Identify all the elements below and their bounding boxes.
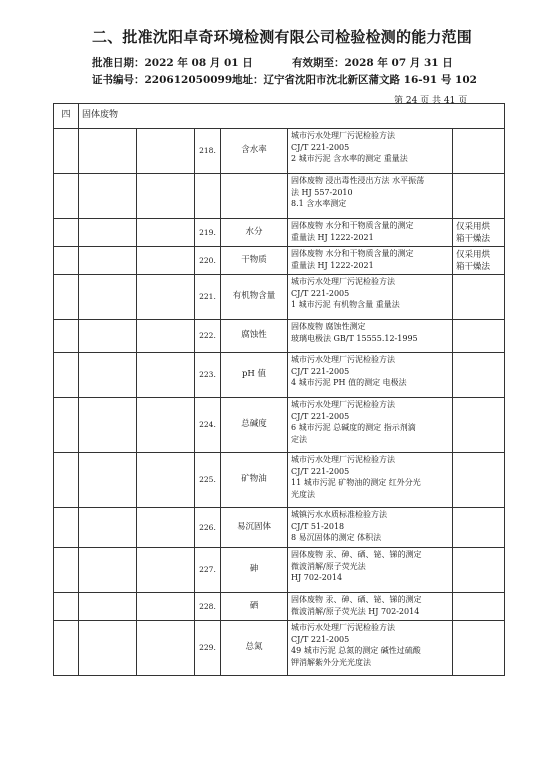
method-line: 城镇污水水质标准检验方法	[291, 510, 387, 519]
method-line: 重量法 HJ 1222-2021	[291, 232, 374, 242]
item-name: 矿物油	[221, 453, 288, 508]
item-name: 水分	[221, 219, 288, 247]
item-name: 砷	[221, 548, 288, 593]
note-cell	[453, 621, 505, 676]
empty-cell	[79, 593, 137, 621]
method-line: 钾消解紫外分光光度法	[291, 657, 371, 667]
table-row	[54, 129, 505, 174]
method-line: 固体废物 浸出毒性浸出方法 水平振荡	[291, 176, 425, 185]
method-line: CJ/T 221-2005	[291, 288, 350, 298]
table-row	[54, 593, 505, 621]
item-name: 含水率	[221, 129, 288, 174]
empty-cell	[137, 320, 195, 353]
method-cell	[288, 548, 453, 593]
method-cell	[288, 621, 453, 676]
item-number: 228.	[195, 593, 221, 621]
empty-cell	[79, 174, 137, 219]
category-name: 固体废物	[79, 104, 505, 129]
method-line: 8 易沉固体的测定 体积法	[291, 533, 382, 542]
certificate-number: 证书编号：220612050099	[92, 74, 233, 86]
item-number: 226.	[195, 508, 221, 548]
method-line: CJ/T 51-2018	[291, 521, 345, 531]
empty-cell	[79, 548, 137, 593]
table-row	[54, 320, 505, 353]
empty-cell	[137, 548, 195, 593]
item-number: 218.	[195, 129, 221, 174]
empty-cell	[54, 508, 79, 548]
method-line: 微波消解/原子荧光法	[291, 561, 366, 571]
empty-cell	[54, 320, 79, 353]
approval-date: 批准日期：2022 年 08 月 01 日	[92, 57, 253, 69]
table-row	[54, 353, 505, 398]
empty-cell	[137, 129, 195, 174]
method-line: CJ/T 221-2005	[291, 466, 350, 476]
item-name: 有机物含量	[221, 275, 288, 320]
method-cell	[288, 320, 453, 353]
table-row	[54, 247, 505, 275]
item-name: 总碱度	[221, 398, 288, 453]
empty-cell	[54, 129, 79, 174]
method-line: 城市污水处理厂污泥检验方法	[291, 355, 395, 364]
method-cell	[288, 247, 453, 275]
empty-cell	[79, 621, 137, 676]
empty-cell	[137, 398, 195, 453]
item-name: 易沉固体	[221, 508, 288, 548]
method-line: 玻璃电极法 GB/T 15555.12-1995	[291, 333, 418, 343]
note-cell	[453, 219, 505, 247]
method-cell	[288, 129, 453, 174]
method-cell	[288, 593, 453, 621]
empty-cell	[137, 593, 195, 621]
note-line: 箱干燥法	[456, 233, 491, 244]
method-line: 49 城市污泥 总氮的测定 碱性过硫酸	[291, 646, 421, 655]
item-number: 225.	[195, 453, 221, 508]
table-row	[54, 621, 505, 676]
valid-until: 有效期至：2028 年 07 月 31 日	[292, 57, 453, 69]
empty-cell	[137, 275, 195, 320]
item-name: 腐蚀性	[221, 320, 288, 353]
method-line: 固体废物 汞、砷、硒、铋、锑的测定	[291, 550, 422, 559]
empty-cell	[79, 353, 137, 398]
note-line: 仅采用烘	[456, 249, 491, 260]
method-cell	[288, 453, 453, 508]
method-line: CJ/T 221-2005	[291, 366, 350, 376]
empty-cell	[54, 398, 79, 453]
page-title: 二、批准沈阳卓奇环境检测有限公司检验检测的能力范围	[92, 28, 473, 46]
empty-cell	[54, 219, 79, 247]
table-row	[54, 548, 505, 593]
empty-cell	[79, 398, 137, 453]
table-row	[54, 508, 505, 548]
item-number: 227.	[195, 548, 221, 593]
item-number: 220.	[195, 247, 221, 275]
item-number: 221.	[195, 275, 221, 320]
item-number: 222.	[195, 320, 221, 353]
empty-cell	[54, 453, 79, 508]
empty-cell	[79, 219, 137, 247]
table-row	[54, 174, 505, 219]
note-cell	[453, 174, 505, 219]
method-line: 法 HJ 557-2010	[291, 187, 353, 197]
method-line: HJ 702-2014	[291, 573, 343, 582]
table-row	[54, 219, 505, 247]
empty-cell	[79, 129, 137, 174]
note-line: 仅采用烘	[456, 221, 491, 232]
method-line: 光度法	[291, 489, 315, 499]
method-line: 固体废物 腐蚀性测定	[291, 322, 366, 331]
lab-address: 地址：辽宁省沈阳市沈北新区蒲文路 16-91 号 102	[232, 74, 477, 86]
method-line: 城市污水处理厂污泥检验方法	[291, 277, 395, 286]
empty-cell	[79, 275, 137, 320]
item-number: 224.	[195, 398, 221, 453]
empty-cell	[54, 548, 79, 593]
note-cell	[453, 453, 505, 508]
method-line: 城市污水处理厂污泥检验方法	[291, 455, 395, 464]
empty-cell	[54, 593, 79, 621]
method-line: 重量法 HJ 1222-2021	[291, 260, 374, 270]
note-cell	[453, 129, 505, 174]
method-line: 固体废物 水分和干物质含量的测定	[291, 249, 414, 258]
method-line: 8.1 含水率测定	[291, 199, 347, 208]
item-name: pH 值	[221, 353, 288, 398]
method-line: 11 城市污泥 矿物油的测定 红外分光	[291, 478, 421, 487]
method-line: 固体废物 汞、砷、硒、铋、锑的测定	[291, 595, 422, 604]
item-name: 总氮	[221, 621, 288, 676]
empty-cell	[54, 621, 79, 676]
item-name	[221, 174, 288, 219]
item-number	[195, 174, 221, 219]
method-line: 城市污水处理厂污泥检验方法	[291, 623, 395, 632]
note-cell	[453, 353, 505, 398]
empty-cell	[137, 219, 195, 247]
empty-cell	[137, 353, 195, 398]
method-line: CJ/T 221-2005	[291, 634, 350, 644]
page-number: 第 24 页 共 41 页	[394, 96, 468, 106]
method-line: 4 城市污泥 PH 值的测定 电极法	[291, 378, 407, 387]
method-line: CJ/T 221-2005	[291, 411, 350, 421]
method-line: 2 城市污泥 含水率的测定 重量法	[291, 154, 408, 163]
method-line: 城市污水处理厂污泥检验方法	[291, 131, 395, 140]
empty-cell	[137, 508, 195, 548]
item-number: 223.	[195, 353, 221, 398]
note-cell	[453, 275, 505, 320]
method-line: 1 城市污泥 有机物含量 重量法	[291, 300, 400, 309]
empty-cell	[137, 453, 195, 508]
empty-cell	[54, 275, 79, 320]
empty-cell	[79, 453, 137, 508]
item-number: 229.	[195, 621, 221, 676]
item-name: 干物质	[221, 247, 288, 275]
empty-cell	[54, 174, 79, 219]
method-cell	[288, 353, 453, 398]
method-line: 微波消解/原子荧光法 HJ 702-2014	[291, 606, 420, 616]
method-cell	[288, 508, 453, 548]
note-cell	[453, 398, 505, 453]
method-cell	[288, 275, 453, 320]
note-line: 箱干燥法	[456, 261, 491, 272]
empty-cell	[137, 247, 195, 275]
note-cell	[453, 320, 505, 353]
table-row	[54, 453, 505, 508]
empty-cell	[79, 508, 137, 548]
empty-cell	[79, 320, 137, 353]
method-line: 城市污水处理厂污泥检验方法	[291, 400, 395, 409]
item-number: 219.	[195, 219, 221, 247]
method-line: CJ/T 221-2005	[291, 142, 350, 152]
table-row	[54, 398, 505, 453]
method-line: 定法	[291, 434, 307, 444]
empty-cell	[137, 621, 195, 676]
note-cell	[453, 247, 505, 275]
empty-cell	[54, 353, 79, 398]
table-row	[54, 275, 505, 320]
note-cell	[453, 508, 505, 548]
note-cell	[453, 548, 505, 593]
empty-cell	[79, 247, 137, 275]
method-cell	[288, 174, 453, 219]
method-line: 固体废物 水分和干物质含量的测定	[291, 221, 414, 230]
category-row	[54, 104, 505, 129]
item-name: 硒	[221, 593, 288, 621]
method-cell	[288, 398, 453, 453]
capability-table	[53, 103, 505, 676]
note-cell	[453, 593, 505, 621]
category-code: 四	[54, 104, 79, 129]
method-line: 6 城市污泥 总碱度的测定 指示剂滴	[291, 423, 416, 432]
method-cell	[288, 219, 453, 247]
empty-cell	[137, 174, 195, 219]
empty-cell	[54, 247, 79, 275]
